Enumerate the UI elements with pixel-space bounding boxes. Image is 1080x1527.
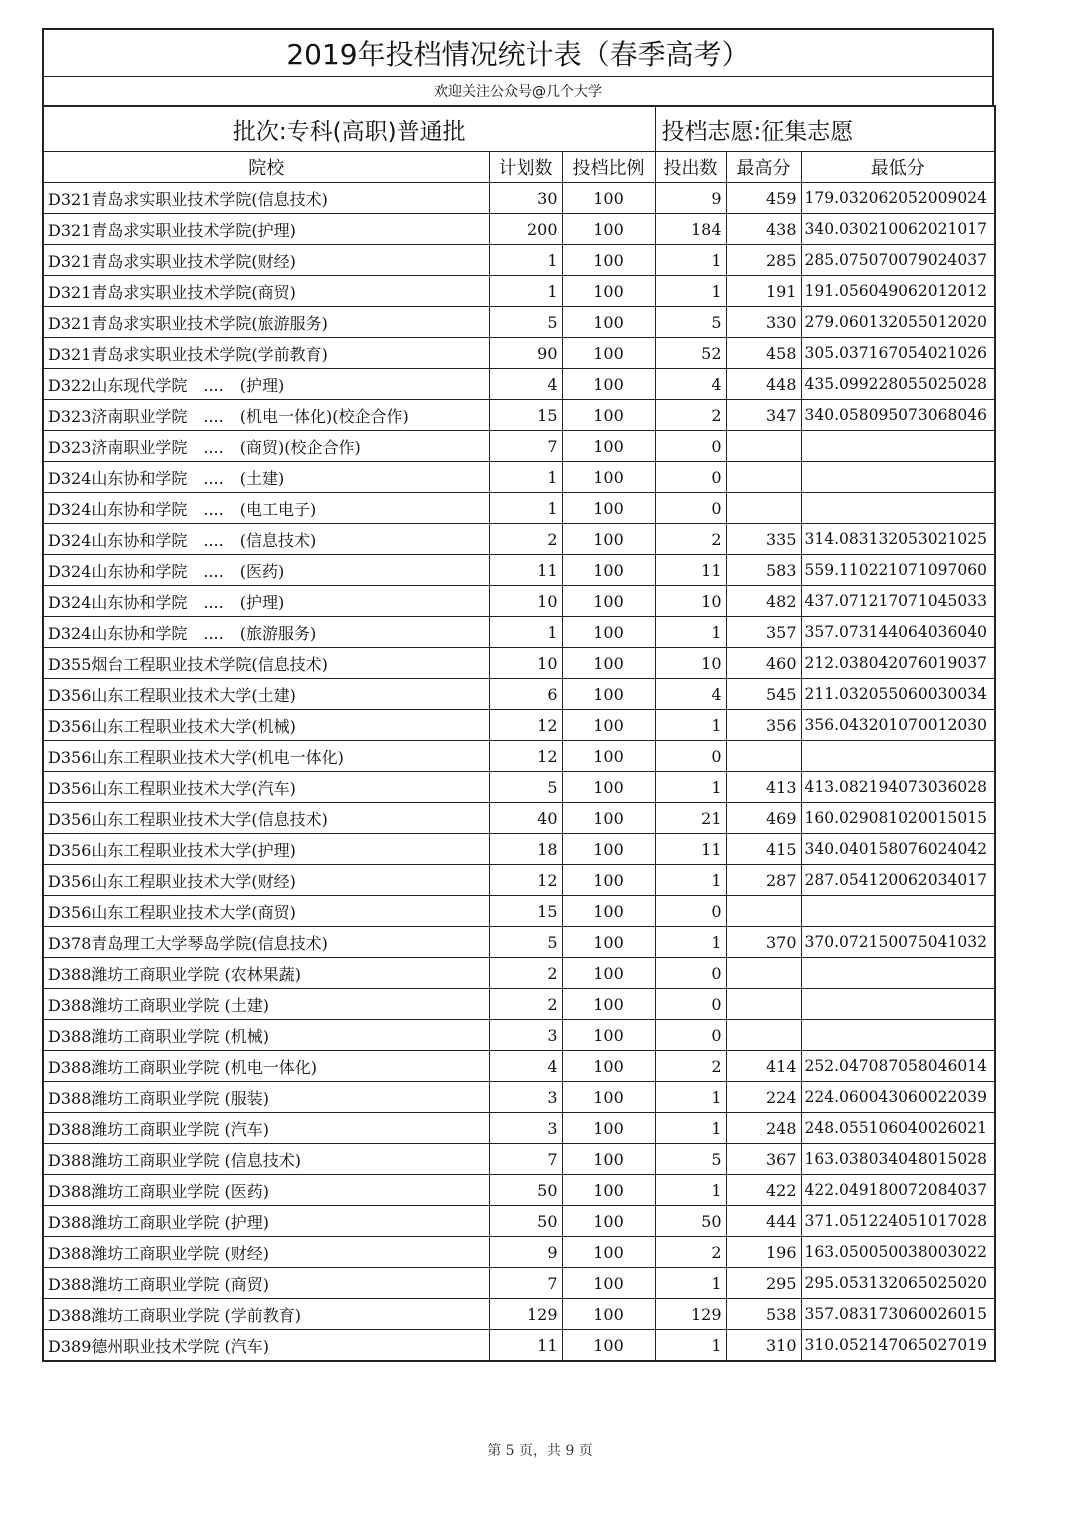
cell-admitted: 1 — [655, 772, 726, 803]
cell-admitted: 1 — [655, 245, 726, 276]
table-row — [43, 1144, 995, 1175]
cell-max-score: 545 — [726, 679, 801, 710]
cell-ratio: 100 — [562, 586, 655, 617]
cell-admitted: 0 — [655, 989, 726, 1020]
cell-max-score: 287 — [726, 865, 801, 896]
cell-max-score — [726, 431, 801, 462]
table-row — [43, 1237, 995, 1268]
cell-school: D321青岛求实职业技术学院(信息技术) — [43, 183, 489, 214]
cell-max-score: 460 — [726, 648, 801, 679]
cell-admitted: 1 — [655, 617, 726, 648]
cell-min-score: 224.060043060022039 — [801, 1082, 995, 1113]
table-row — [43, 772, 995, 803]
cell-school: D356山东工程职业技术大学(护理) — [43, 834, 489, 865]
cell-plan: 7 — [489, 1268, 562, 1299]
cell-admitted: 1 — [655, 1330, 726, 1362]
column-header-row — [43, 152, 995, 183]
cell-ratio: 100 — [562, 989, 655, 1020]
cell-school: D324山东协和学院 .... (旅游服务) — [43, 617, 489, 648]
cell-max-score: 414 — [726, 1051, 801, 1082]
cell-admitted: 10 — [655, 648, 726, 679]
cell-ratio: 100 — [562, 1206, 655, 1237]
cell-ratio: 100 — [562, 400, 655, 431]
cell-ratio: 100 — [562, 772, 655, 803]
cell-admitted: 5 — [655, 1144, 726, 1175]
cell-min-score: 295.053132065025020 — [801, 1268, 995, 1299]
column-header-max-score: 最高分 — [726, 152, 801, 183]
column-header-plan: 计划数 — [489, 152, 562, 183]
cell-ratio: 100 — [562, 462, 655, 493]
cell-min-score — [801, 1020, 995, 1051]
cell-min-score: 279.060132055012020 — [801, 307, 995, 338]
admission-table — [42, 105, 996, 1362]
cell-admitted: 0 — [655, 431, 726, 462]
cell-min-score: 163.038034048015028 — [801, 1144, 995, 1175]
cell-ratio: 100 — [562, 214, 655, 245]
cell-admitted: 1 — [655, 865, 726, 896]
cell-max-score: 459 — [726, 183, 801, 214]
cell-ratio: 100 — [562, 1020, 655, 1051]
cell-max-score: 444 — [726, 1206, 801, 1237]
cell-plan: 30 — [489, 183, 562, 214]
cell-plan: 15 — [489, 400, 562, 431]
cell-min-score: 211.032055060030034 — [801, 679, 995, 710]
cell-max-score: 415 — [726, 834, 801, 865]
cell-school: D389德州职业技术学院 (汽车) — [43, 1330, 489, 1362]
cell-min-score: 179.032062052009024 — [801, 183, 995, 214]
cell-admitted: 11 — [655, 555, 726, 586]
cell-plan: 1 — [489, 493, 562, 524]
table-row — [43, 1082, 995, 1113]
cell-min-score — [801, 896, 995, 927]
cell-admitted: 0 — [655, 958, 726, 989]
cell-ratio: 100 — [562, 1113, 655, 1144]
cell-plan: 1 — [489, 617, 562, 648]
table-row — [43, 245, 995, 276]
cell-school: D321青岛求实职业技术学院(商贸) — [43, 276, 489, 307]
cell-min-score — [801, 431, 995, 462]
cell-plan: 2 — [489, 958, 562, 989]
column-header-school: 院校 — [43, 152, 489, 183]
cell-plan: 1 — [489, 276, 562, 307]
cell-max-score: 482 — [726, 586, 801, 617]
table-row — [43, 958, 995, 989]
cell-ratio: 100 — [562, 245, 655, 276]
cell-min-score: 191.056049062012012 — [801, 276, 995, 307]
cell-min-score: 287.054120062034017 — [801, 865, 995, 896]
cell-school: D356山东工程职业技术大学(土建) — [43, 679, 489, 710]
cell-admitted: 5 — [655, 307, 726, 338]
cell-min-score: 163.050050038003022 — [801, 1237, 995, 1268]
cell-ratio: 100 — [562, 1330, 655, 1362]
cell-ratio: 100 — [562, 1299, 655, 1330]
cell-ratio: 100 — [562, 1051, 655, 1082]
cell-plan: 10 — [489, 648, 562, 679]
cell-max-score — [726, 989, 801, 1020]
cell-max-score: 538 — [726, 1299, 801, 1330]
cell-plan: 2 — [489, 524, 562, 555]
cell-min-score: 437.071217071045033 — [801, 586, 995, 617]
cell-ratio: 100 — [562, 1175, 655, 1206]
cell-min-score: 356.043201070012030 — [801, 710, 995, 741]
cell-max-score: 295 — [726, 1268, 801, 1299]
cell-plan: 200 — [489, 214, 562, 245]
table-row — [43, 586, 995, 617]
cell-ratio: 100 — [562, 338, 655, 369]
table-row — [43, 1020, 995, 1051]
cell-min-score: 314.083132053021025 — [801, 524, 995, 555]
table-row — [43, 276, 995, 307]
cell-plan: 10 — [489, 586, 562, 617]
cell-school: D388潍坊工商职业学院 (信息技术) — [43, 1144, 489, 1175]
cell-ratio: 100 — [562, 183, 655, 214]
table-row — [43, 400, 995, 431]
cell-admitted: 50 — [655, 1206, 726, 1237]
table-row — [43, 679, 995, 710]
table-row — [43, 927, 995, 958]
cell-admitted: 4 — [655, 679, 726, 710]
cell-ratio: 100 — [562, 834, 655, 865]
cell-min-score: 340.040158076024042 — [801, 834, 995, 865]
cell-plan: 5 — [489, 307, 562, 338]
cell-admitted: 2 — [655, 1237, 726, 1268]
cell-ratio: 100 — [562, 1144, 655, 1175]
cell-max-score: 370 — [726, 927, 801, 958]
table-row — [43, 214, 995, 245]
cell-max-score: 438 — [726, 214, 801, 245]
cell-admitted: 10 — [655, 586, 726, 617]
table-row — [43, 1299, 995, 1330]
cell-plan: 3 — [489, 1113, 562, 1144]
cell-admitted: 1 — [655, 927, 726, 958]
cell-max-score: 583 — [726, 555, 801, 586]
cell-admitted: 4 — [655, 369, 726, 400]
table-row — [43, 431, 995, 462]
cell-ratio: 100 — [562, 710, 655, 741]
table-row — [43, 617, 995, 648]
cell-ratio: 100 — [562, 307, 655, 338]
cell-ratio: 100 — [562, 865, 655, 896]
cell-ratio: 100 — [562, 431, 655, 462]
cell-admitted: 9 — [655, 183, 726, 214]
cell-admitted: 2 — [655, 524, 726, 555]
cell-school: D323济南职业学院 .... (机电一体化)(校企合作) — [43, 400, 489, 431]
table-row — [43, 1206, 995, 1237]
cell-school: D323济南职业学院 .... (商贸)(校企合作) — [43, 431, 489, 462]
cell-school: D321青岛求实职业技术学院(财经) — [43, 245, 489, 276]
document-title: 2019年投档情况统计表（春季高考） — [42, 28, 994, 77]
cell-school: D324山东协和学院 .... (信息技术) — [43, 524, 489, 555]
cell-school: D378青岛理工大学琴岛学院(信息技术) — [43, 927, 489, 958]
cell-school: D324山东协和学院 .... (土建) — [43, 462, 489, 493]
cell-max-score: 248 — [726, 1113, 801, 1144]
cell-school: D356山东工程职业技术大学(财经) — [43, 865, 489, 896]
cell-min-score: 357.083173060026015 — [801, 1299, 995, 1330]
cell-school: D388潍坊工商职业学院 (学前教育) — [43, 1299, 489, 1330]
cell-min-score: 370.072150075041032 — [801, 927, 995, 958]
cell-max-score — [726, 741, 801, 772]
cell-plan: 1 — [489, 462, 562, 493]
cell-school: D388潍坊工商职业学院 (财经) — [43, 1237, 489, 1268]
table-row — [43, 524, 995, 555]
cell-admitted: 1 — [655, 1175, 726, 1206]
cell-max-score — [726, 958, 801, 989]
table-row — [43, 989, 995, 1020]
notice-text: 欢迎关注公众号@几个大学 — [42, 77, 994, 105]
cell-ratio: 100 — [562, 1237, 655, 1268]
cell-max-score: 357 — [726, 617, 801, 648]
cell-min-score — [801, 493, 995, 524]
cell-plan: 9 — [489, 1237, 562, 1268]
cell-max-score — [726, 1020, 801, 1051]
cell-admitted: 21 — [655, 803, 726, 834]
cell-max-score — [726, 896, 801, 927]
cell-max-score: 224 — [726, 1082, 801, 1113]
table-row — [43, 648, 995, 679]
cell-school: D324山东协和学院 .... (护理) — [43, 586, 489, 617]
cell-min-score — [801, 462, 995, 493]
cell-plan: 1 — [489, 245, 562, 276]
table-row — [43, 1113, 995, 1144]
cell-min-score: 160.029081020015015 — [801, 803, 995, 834]
table-row — [43, 555, 995, 586]
cell-school: D356山东工程职业技术大学(机电一体化) — [43, 741, 489, 772]
cell-admitted: 0 — [655, 741, 726, 772]
cell-admitted: 1 — [655, 710, 726, 741]
cell-max-score — [726, 493, 801, 524]
cell-ratio: 100 — [562, 493, 655, 524]
cell-plan: 18 — [489, 834, 562, 865]
cell-min-score: 340.030210062021017 — [801, 214, 995, 245]
cell-max-score: 285 — [726, 245, 801, 276]
cell-admitted: 0 — [655, 1020, 726, 1051]
volunteer-label: 投档志愿:征集志愿 — [655, 106, 995, 152]
cell-school: D356山东工程职业技术大学(汽车) — [43, 772, 489, 803]
cell-max-score — [726, 462, 801, 493]
cell-max-score: 330 — [726, 307, 801, 338]
table-row — [43, 1051, 995, 1082]
cell-min-score: 357.073144064036040 — [801, 617, 995, 648]
cell-admitted: 1 — [655, 1113, 726, 1144]
cell-plan: 5 — [489, 772, 562, 803]
cell-min-score: 248.055106040026021 — [801, 1113, 995, 1144]
cell-admitted: 11 — [655, 834, 726, 865]
cell-max-score: 448 — [726, 369, 801, 400]
cell-max-score: 413 — [726, 772, 801, 803]
cell-ratio: 100 — [562, 648, 655, 679]
page-footer: 第 5 页，共 9 页 — [487, 1443, 593, 1459]
cell-admitted: 0 — [655, 493, 726, 524]
cell-min-score — [801, 989, 995, 1020]
cell-school: D388潍坊工商职业学院 (机械) — [43, 1020, 489, 1051]
cell-school: D356山东工程职业技术大学(机械) — [43, 710, 489, 741]
cell-school: D388潍坊工商职业学院 (汽车) — [43, 1113, 489, 1144]
cell-ratio: 100 — [562, 741, 655, 772]
cell-admitted: 0 — [655, 896, 726, 927]
cell-plan: 90 — [489, 338, 562, 369]
cell-min-score: 371.051224051017028 — [801, 1206, 995, 1237]
column-header-min-score: 最低分 — [801, 152, 995, 183]
cell-ratio: 100 — [562, 369, 655, 400]
cell-school: D356山东工程职业技术大学(商贸) — [43, 896, 489, 927]
cell-min-score: 413.082194073036028 — [801, 772, 995, 803]
cell-min-score — [801, 741, 995, 772]
cell-school: D321青岛求实职业技术学院(旅游服务) — [43, 307, 489, 338]
cell-school: D356山东工程职业技术大学(信息技术) — [43, 803, 489, 834]
batch-label: 批次:专科(高职)普通批 — [43, 106, 655, 152]
cell-plan: 3 — [489, 1020, 562, 1051]
cell-plan: 7 — [489, 1144, 562, 1175]
cell-max-score: 356 — [726, 710, 801, 741]
cell-plan: 7 — [489, 431, 562, 462]
table-row — [43, 493, 995, 524]
table-row — [43, 1268, 995, 1299]
cell-min-score: 252.047087058046014 — [801, 1051, 995, 1082]
cell-max-score: 458 — [726, 338, 801, 369]
cell-max-score: 310 — [726, 1330, 801, 1362]
table-row — [43, 183, 995, 214]
cell-school: D388潍坊工商职业学院 (商贸) — [43, 1268, 489, 1299]
cell-admitted: 0 — [655, 462, 726, 493]
cell-plan: 129 — [489, 1299, 562, 1330]
cell-school: D388潍坊工商职业学院 (服装) — [43, 1082, 489, 1113]
cell-ratio: 100 — [562, 617, 655, 648]
cell-plan: 11 — [489, 555, 562, 586]
cell-min-score: 422.049180072084037 — [801, 1175, 995, 1206]
cell-school: D388潍坊工商职业学院 (护理) — [43, 1206, 489, 1237]
cell-plan: 4 — [489, 1051, 562, 1082]
table-row — [43, 369, 995, 400]
cell-min-score: 310.052147065027019 — [801, 1330, 995, 1362]
cell-ratio: 100 — [562, 276, 655, 307]
cell-plan: 2 — [489, 989, 562, 1020]
table-row — [43, 462, 995, 493]
cell-admitted: 1 — [655, 276, 726, 307]
cell-plan: 4 — [489, 369, 562, 400]
cell-min-score: 559.110221071097060 — [801, 555, 995, 586]
cell-min-score: 435.099228055025028 — [801, 369, 995, 400]
cell-plan: 6 — [489, 679, 562, 710]
cell-school: D321青岛求实职业技术学院(学前教育) — [43, 338, 489, 369]
cell-ratio: 100 — [562, 524, 655, 555]
column-header-admitted: 投出数 — [655, 152, 726, 183]
cell-plan: 50 — [489, 1175, 562, 1206]
cell-max-score: 347 — [726, 400, 801, 431]
cell-school: D324山东协和学院 .... (医药) — [43, 555, 489, 586]
table-row — [43, 834, 995, 865]
cell-plan: 12 — [489, 865, 562, 896]
cell-plan: 50 — [489, 1206, 562, 1237]
cell-school: D388潍坊工商职业学院 (机电一体化) — [43, 1051, 489, 1082]
cell-min-score: 340.058095073068046 — [801, 400, 995, 431]
cell-plan: 12 — [489, 741, 562, 772]
table-row — [43, 865, 995, 896]
table-row — [43, 741, 995, 772]
cell-min-score: 305.037167054021026 — [801, 338, 995, 369]
cell-ratio: 100 — [562, 1082, 655, 1113]
cell-max-score: 422 — [726, 1175, 801, 1206]
cell-ratio: 100 — [562, 803, 655, 834]
table-row — [43, 710, 995, 741]
cell-school: D322山东现代学院 .... (护理) — [43, 369, 489, 400]
table-row — [43, 338, 995, 369]
cell-plan: 3 — [489, 1082, 562, 1113]
cell-school: D355烟台工程职业技术学院(信息技术) — [43, 648, 489, 679]
column-header-ratio: 投档比例 — [562, 152, 655, 183]
cell-school: D388潍坊工商职业学院 (医药) — [43, 1175, 489, 1206]
cell-max-score: 335 — [726, 524, 801, 555]
cell-ratio: 100 — [562, 896, 655, 927]
cell-admitted: 129 — [655, 1299, 726, 1330]
cell-plan: 15 — [489, 896, 562, 927]
cell-plan: 11 — [489, 1330, 562, 1362]
cell-max-score: 469 — [726, 803, 801, 834]
cell-ratio: 100 — [562, 555, 655, 586]
cell-plan: 5 — [489, 927, 562, 958]
cell-ratio: 100 — [562, 1268, 655, 1299]
cell-plan: 12 — [489, 710, 562, 741]
table-row — [43, 1175, 995, 1206]
cell-max-score: 191 — [726, 276, 801, 307]
cell-ratio: 100 — [562, 958, 655, 989]
table-row — [43, 803, 995, 834]
cell-min-score: 285.075070079024037 — [801, 245, 995, 276]
cell-admitted: 2 — [655, 400, 726, 431]
cell-school: D324山东协和学院 .... (电工电子) — [43, 493, 489, 524]
table-row — [43, 896, 995, 927]
table-row — [43, 1330, 995, 1362]
cell-min-score — [801, 958, 995, 989]
cell-ratio: 100 — [562, 679, 655, 710]
cell-school: D388潍坊工商职业学院 (土建) — [43, 989, 489, 1020]
statistics-sheet — [42, 28, 994, 1362]
cell-school: D388潍坊工商职业学院 (农林果蔬) — [43, 958, 489, 989]
cell-admitted: 1 — [655, 1268, 726, 1299]
cell-min-score: 212.038042076019037 — [801, 648, 995, 679]
cell-ratio: 100 — [562, 927, 655, 958]
cell-admitted: 1 — [655, 1082, 726, 1113]
table-row — [43, 307, 995, 338]
cell-max-score: 367 — [726, 1144, 801, 1175]
cell-max-score: 196 — [726, 1237, 801, 1268]
cell-school: D321青岛求实职业技术学院(护理) — [43, 214, 489, 245]
cell-admitted: 52 — [655, 338, 726, 369]
cell-admitted: 184 — [655, 214, 726, 245]
cell-admitted: 2 — [655, 1051, 726, 1082]
cell-plan: 40 — [489, 803, 562, 834]
